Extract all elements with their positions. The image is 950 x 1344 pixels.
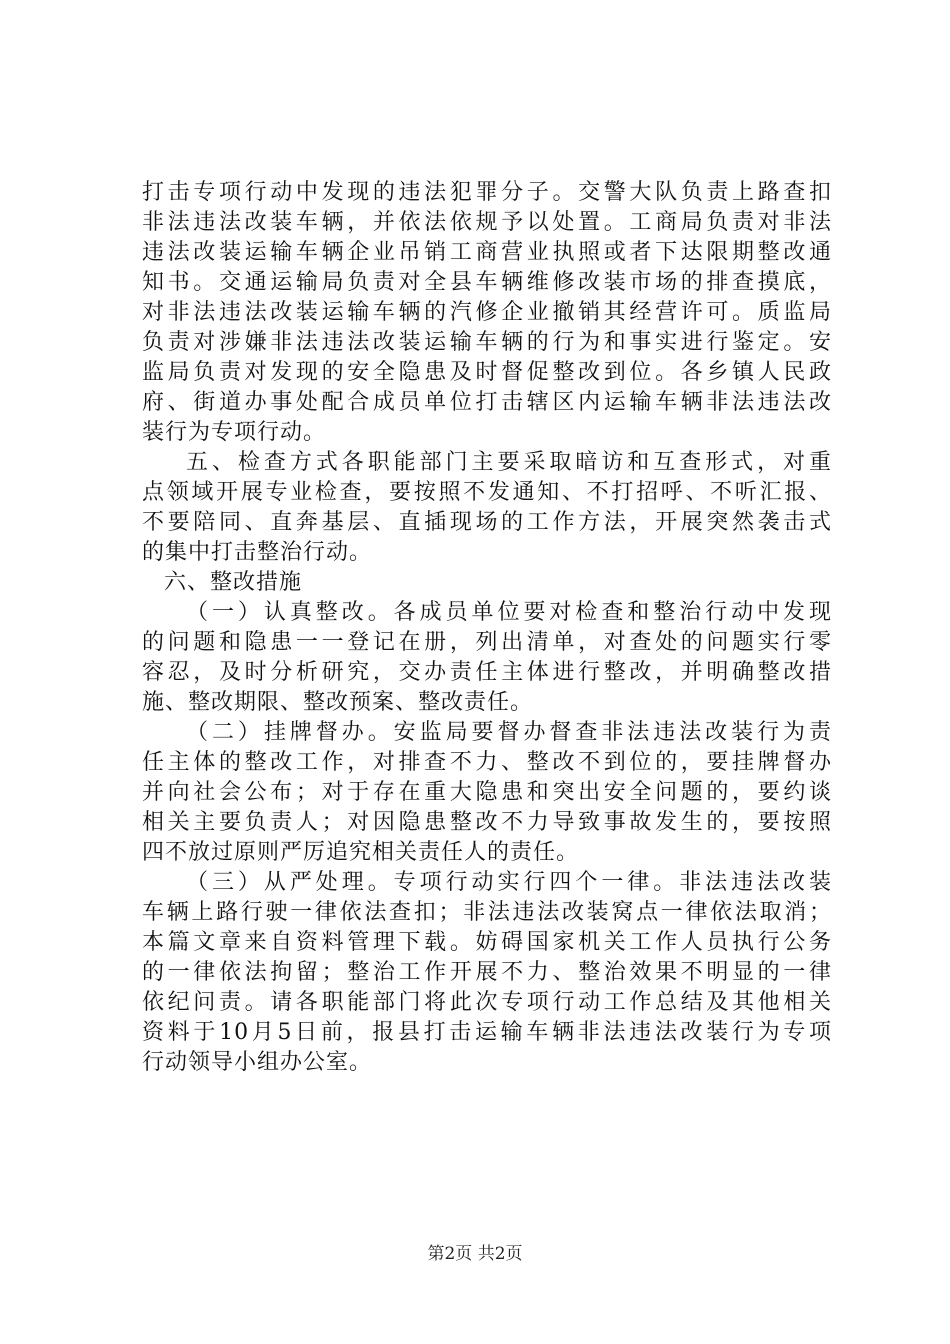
document-body [142,178,832,1078]
text-line: 任主体的整改工作，对排查不力、整改不到位的，要挂牌督办 [142,750,832,775]
text-line: 府、街道办事处配合成员单位打击辖区内运输车辆非法违法改 [142,390,832,415]
text-line: 装行为专项行动。 [142,420,327,445]
text-line: 五、检查方式各职能部门主要采取暗访和互查形式，对重 [186,450,832,475]
text-line: 依纪问责。请各职能部门将此次专项行动工作总结及其他相关 [142,990,832,1015]
text-line: 行动领导小组办公室。 [142,1050,373,1075]
text-line: 点领域开展专业检查，要按照不发通知、不打招呼、不听汇报、 [142,480,832,505]
text-line: 的一律依法拘留；整治工作开展不力、整治效果不明显的一律 [142,960,832,985]
text-line: 不要陪同、直奔基层、直插现场的工作方法，开展突然袭击式 [142,510,832,535]
text-line: 违法改装运输车辆企业吊销工商营业执照或者下达限期整改通 [142,240,832,265]
text-line: 非法违法改装车辆，并依法依规予以处置。工商局负责对非法 [142,210,832,235]
text-line: 知书。交通运输局负责对全县车辆维修改装市场的排查摸底， [142,270,832,295]
text-line: 打击专项行动中发现的违法犯罪分子。交警大队负责上路查扣 [142,180,832,205]
text-line: （二）挂牌督办。安监局要督办督查非法违法改装行为责 [186,720,832,745]
text-line: 本篇文章来自资料管理下载。妨碍国家机关工作人员执行公务 [142,930,832,955]
text-line: 车辆上路行驶一律依法查扣；非法违法改装窝点一律依法取消； [142,900,832,925]
text-line: （一）认真整改。各成员单位要对检查和整治行动中发现 [186,600,832,625]
page-footer: 第2页 共2页 [427,1244,523,1264]
text-line: 四不放过原则严厉追究相关责任人的责任。 [142,840,580,865]
text-line: 负责对涉嫌非法违法改装运输车辆的行为和事实进行鉴定。安 [142,330,832,355]
text-line: 的集中打击整治行动。 [142,540,373,565]
text-line: 监局负责对发现的安全隐患及时督促整改到位。各乡镇人民政 [142,360,832,385]
text-line: 施、整改期限、整改预案、整改责任。 [142,690,534,715]
text-line: 并向社会公布；对于存在重大隐患和突出安全问题的，要约谈 [142,780,832,805]
text-line: 对非法违法改装运输车辆的汽修企业撤销其经营许可。质监局 [142,300,832,325]
text-line: 六、整改措施 [164,570,303,595]
text-line: （三）从严处理。专项行动实行四个一律。非法违法改装 [186,870,832,895]
text-line: 的问题和隐患一一登记在册，列出清单，对查处的问题实行零 [142,630,832,655]
text-line: 容忍，及时分析研究，交办责任主体进行整改，并明确整改措 [142,660,832,685]
text-line: 相关主要负责人；对因隐患整改不力导致事故发生的，要按照 [142,810,832,835]
text-line: 资料于10月5日前，报县打击运输车辆非法违法改装行为专项 [142,1020,832,1045]
